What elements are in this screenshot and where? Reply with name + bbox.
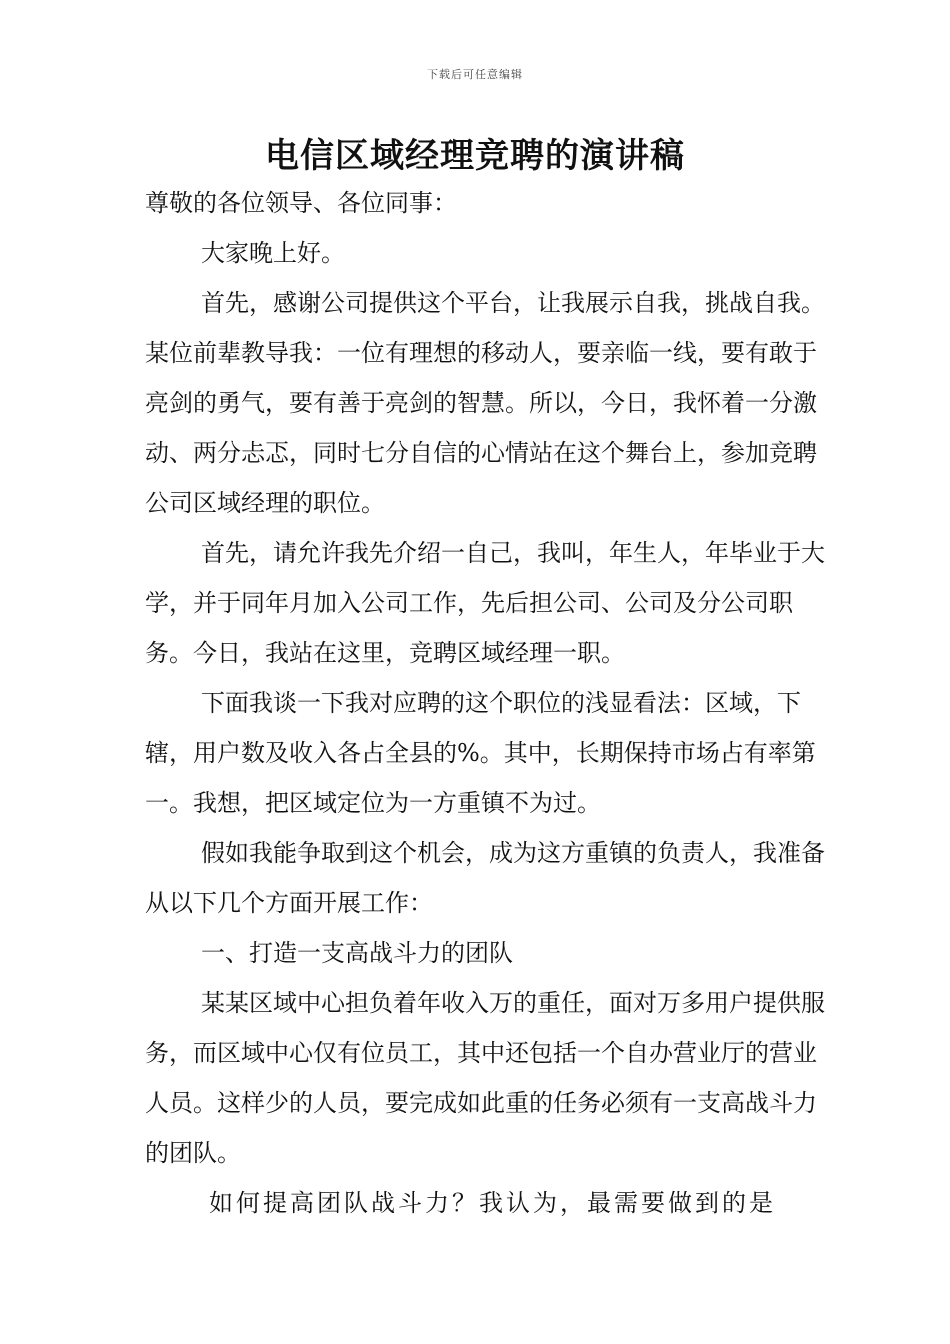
salutation: 尊敬的各位领导、各位同事： [145, 189, 457, 217]
paragraph-work-plan: 假如我能争取到这个机会，成为这方重镇的负责人，我准备从以下几个方面开展工作： [145, 839, 825, 917]
section-heading-team: 一、打造一支高战斗力的团队 [201, 939, 513, 967]
header-note: 下载后可任意编辑 [427, 68, 523, 81]
paragraph-team-question: 如何提高团队战斗力？我认为，最需要做到的是 [209, 1189, 776, 1217]
paragraph-greeting: 大家晚上好。 [201, 239, 345, 267]
paragraph-team: 某某区域中心担负着年收入万的重任，面对万多用户提供服务，而区域中心仅有位员工，其中还包括一个自办营业厅的营业人员。这样少的人员，要完成如此重的任务必须有一支高战斗力的团队。 [145, 989, 825, 1167]
paragraph-introduction: 首先，请允许我先介绍一自己，我叫，年生人，年毕业于大学，并于同年月加入公司工作，先后担公司、公司及分公司职务。今日，我站在这里，竞聘区域经理一职。 [145, 539, 825, 667]
paragraph-position-view: 下面我谈一下我对应聘的这个职位的浅显看法：区域，下辖，用户数及收入各占全县的%。其中，长期保持市场占有率第一。我想，把区域定位为一方重镇不为过。 [145, 689, 816, 817]
document-body [145, 178, 825, 1228]
document-title: 电信区域经理竞聘的演讲稿 [265, 136, 685, 176]
paragraph-thanks: 首先，感谢公司提供这个平台，让我展示自我，挑战自我。某位前辈教导我：一位有理想的移动人，要亲临一线，要有敢于亮剑的勇气，要有善于亮剑的智慧。所以，今日，我怀着一分激动、两分忐忑，同时七分自信的心情站在这个舞台上，参加竞聘公司区域经理的职位。 [145, 289, 825, 517]
